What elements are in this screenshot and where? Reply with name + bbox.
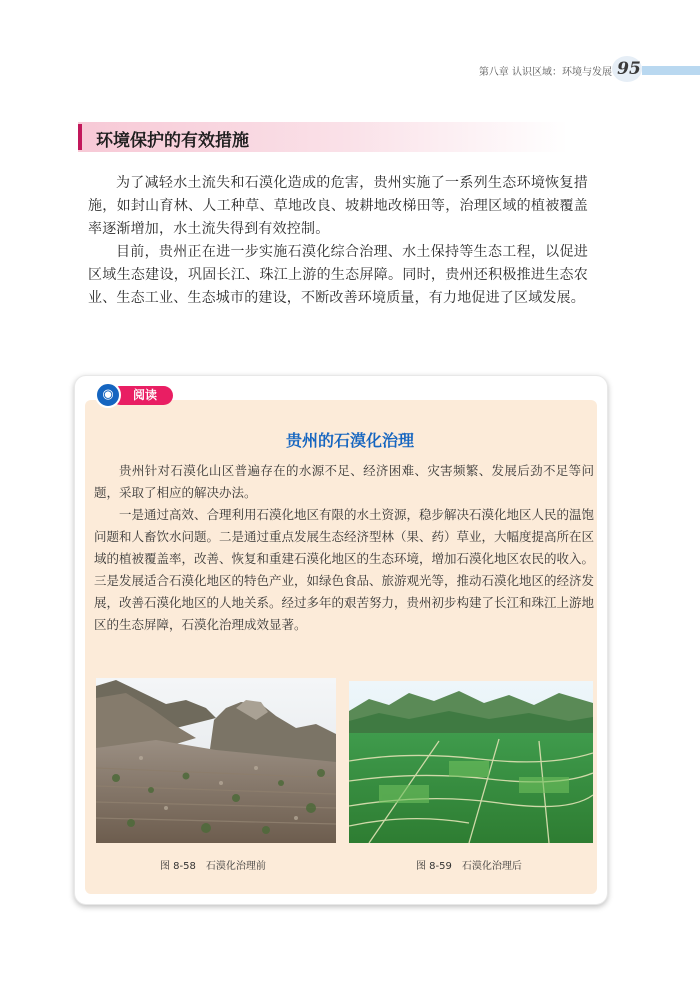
figure-caption-before <box>160 857 266 872</box>
section-heading-text: 环境保护的有效措施 <box>96 131 249 151</box>
body-paragraph: 目前，贵州正在进一步实施石漠化综合治理、水土保持等生态工程，以促进区域生态建设，巩固长江、珠江上游的生态屏障。同时，贵州还积极推进生态农业、生态工业、生态城市的建设，不断改善环境质量，有力地促进了区域发展。 <box>88 244 588 306</box>
photo-rocky-desertification-before <box>96 678 336 843</box>
figure-number: 图 8-59 <box>416 861 452 872</box>
body-paragraph: 为了减轻水土流失和石漠化造成的危害，贵州实施了一系列生态环境恢复措施，如封山育林、人工种草、草地改良、坡耕地改梯田等，治理区域的植被覆盖率逐渐增加，水土流失得到有效控制。 <box>88 175 588 237</box>
page-number: 95 <box>617 59 641 79</box>
reading-badge <box>95 382 179 408</box>
page-header <box>0 58 700 82</box>
body-text <box>88 172 588 310</box>
reading-badge-label: 阅读 <box>111 386 173 405</box>
chapter-title: 第八章 认识区域：环境与发展 <box>478 67 612 78</box>
reading-paragraph: 贵州针对石漠化山区普遍存在的水源不足、经济困难、灾害频繁、发展后劲不足等问题，采取了相应的解决办法。 <box>94 463 594 500</box>
figure-caption-text: 石漠化治理后 <box>461 861 522 872</box>
figure-caption-after <box>416 857 522 872</box>
section-heading-bar <box>78 124 82 150</box>
header-accent-bar <box>642 66 700 75</box>
reading-title: 贵州的石漠化治理 <box>285 431 414 450</box>
figure-caption-text: 石漠化治理前 <box>205 861 266 872</box>
figure-number: 图 8-58 <box>160 861 196 872</box>
book-icon: ◉ <box>95 382 121 408</box>
section-heading <box>78 122 568 152</box>
reading-text <box>94 460 594 636</box>
photo-rocky-desertification-after <box>349 681 593 843</box>
reading-paragraph: 一是通过高效、合理利用石漠化地区有限的水土资源，稳步解决石漠化地区人民的温饱问题和人畜饮水问题。二是通过重点发展生态经济型林（果、药）草业，大幅度提高所在区域的植被覆盖率，改善、恢复和重建石漠化地区的生态环境，增加石漠化地区农民的收入。三是发展适合石漠化地区的特色产业，如绿色食品、旅游观光等，推动石漠化地区的经济发展，改善石漠化地区的人地关系。经过多年的艰苦努力，贵州初步构建了长江和珠江上游地区的生态屏障，石漠化治理成效显著。 <box>94 507 595 632</box>
